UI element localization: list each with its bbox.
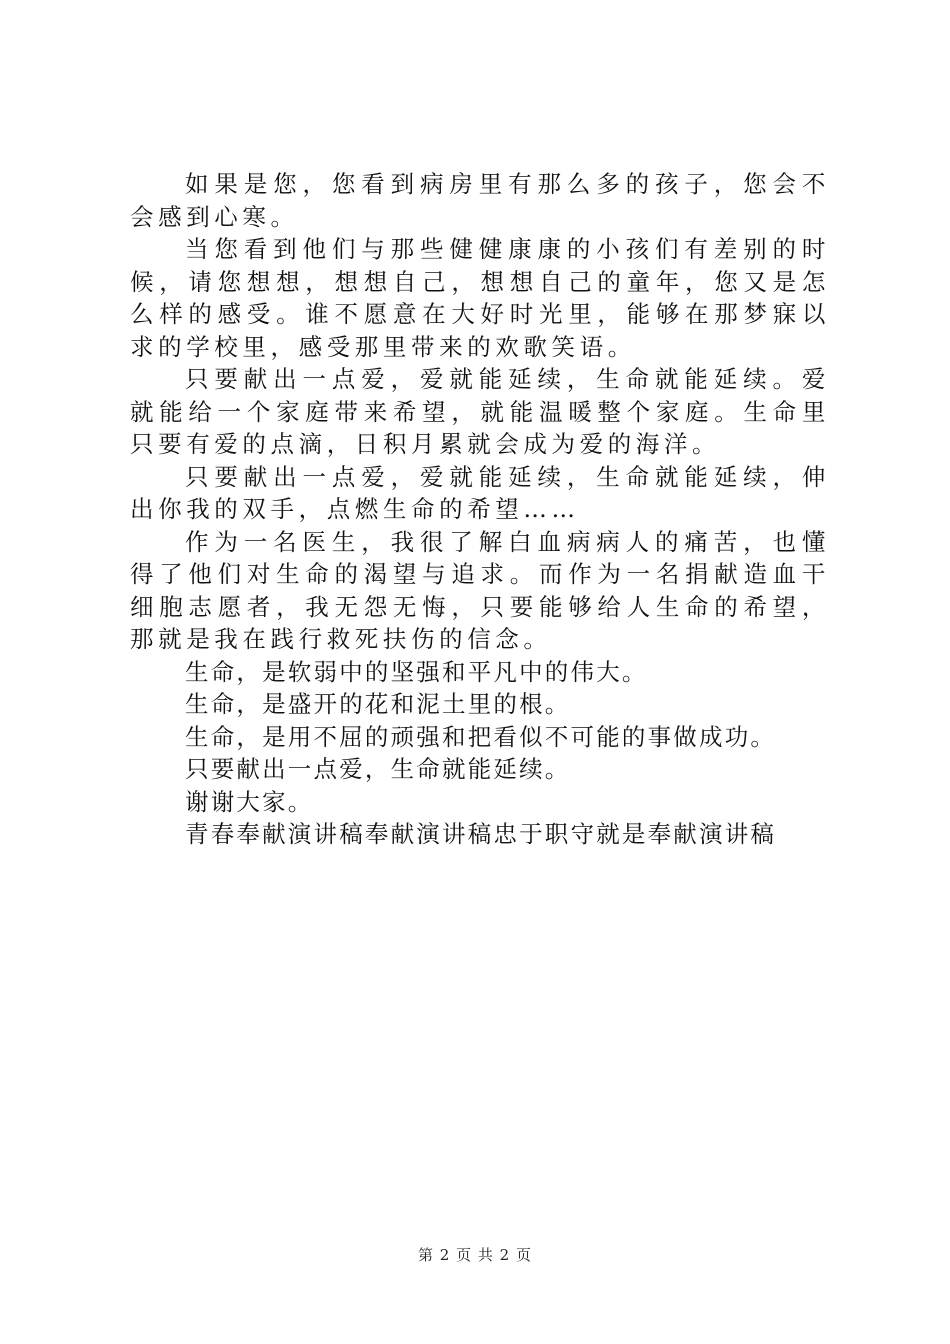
line-life-1: 生命，是软弱中的坚强和平凡中的伟大。 [185, 657, 648, 686]
paragraph-1: 如果是您，您看到病房里有那么多的孩子，您会不会感到心寒。 [130, 170, 830, 231]
paragraph-3: 只要献出一点爱，爱就能延续，生命就能延续。爱就能给一个家庭带来希望，就能温暖整个家庭。生命里只要有爱的点滴，日积月累就会成为爱的海洋。 [130, 365, 830, 458]
line-love: 只要献出一点爱，生命就能延续。 [185, 755, 571, 783]
paragraph-4: 只要献出一点爱，爱就能延续，生命就能延续，伸出你我的双手，点燃生命的希望…… [130, 462, 830, 523]
document-body [130, 168, 830, 851]
paragraph-5: 作为一名医生，我很了解白血病病人的痛苦，也懂得了他们对生命的渴望与追求。而作为一名捐献造血干细胞志愿者，我无怨无悔，只要能够给人生命的希望，那就是我在践行救死扶伤的信念。 [130, 527, 830, 653]
line-life-3: 生命，是用不屈的顽强和把看似不可能的事做成功。 [185, 722, 777, 751]
page-number-footer: 第 2 页 共 2 页 [418, 1246, 532, 1264]
line-title-keywords: 青春奉献演讲稿奉献演讲稿忠于职守就是奉献演讲稿 [185, 820, 777, 848]
paragraph-2: 当您看到他们与那些健健康康的小孩们有差别的时候，请您想想，想想自己，想想自己的童年，您又是怎么样的感受。谁不愿意在大好时光里，能够在那梦寐以求的学校里，感受那里带来的欢歌笑语。 [130, 235, 830, 361]
line-thanks: 谢谢大家。 [185, 787, 314, 816]
line-life-2: 生命，是盛开的花和泥土里的根。 [185, 690, 571, 718]
